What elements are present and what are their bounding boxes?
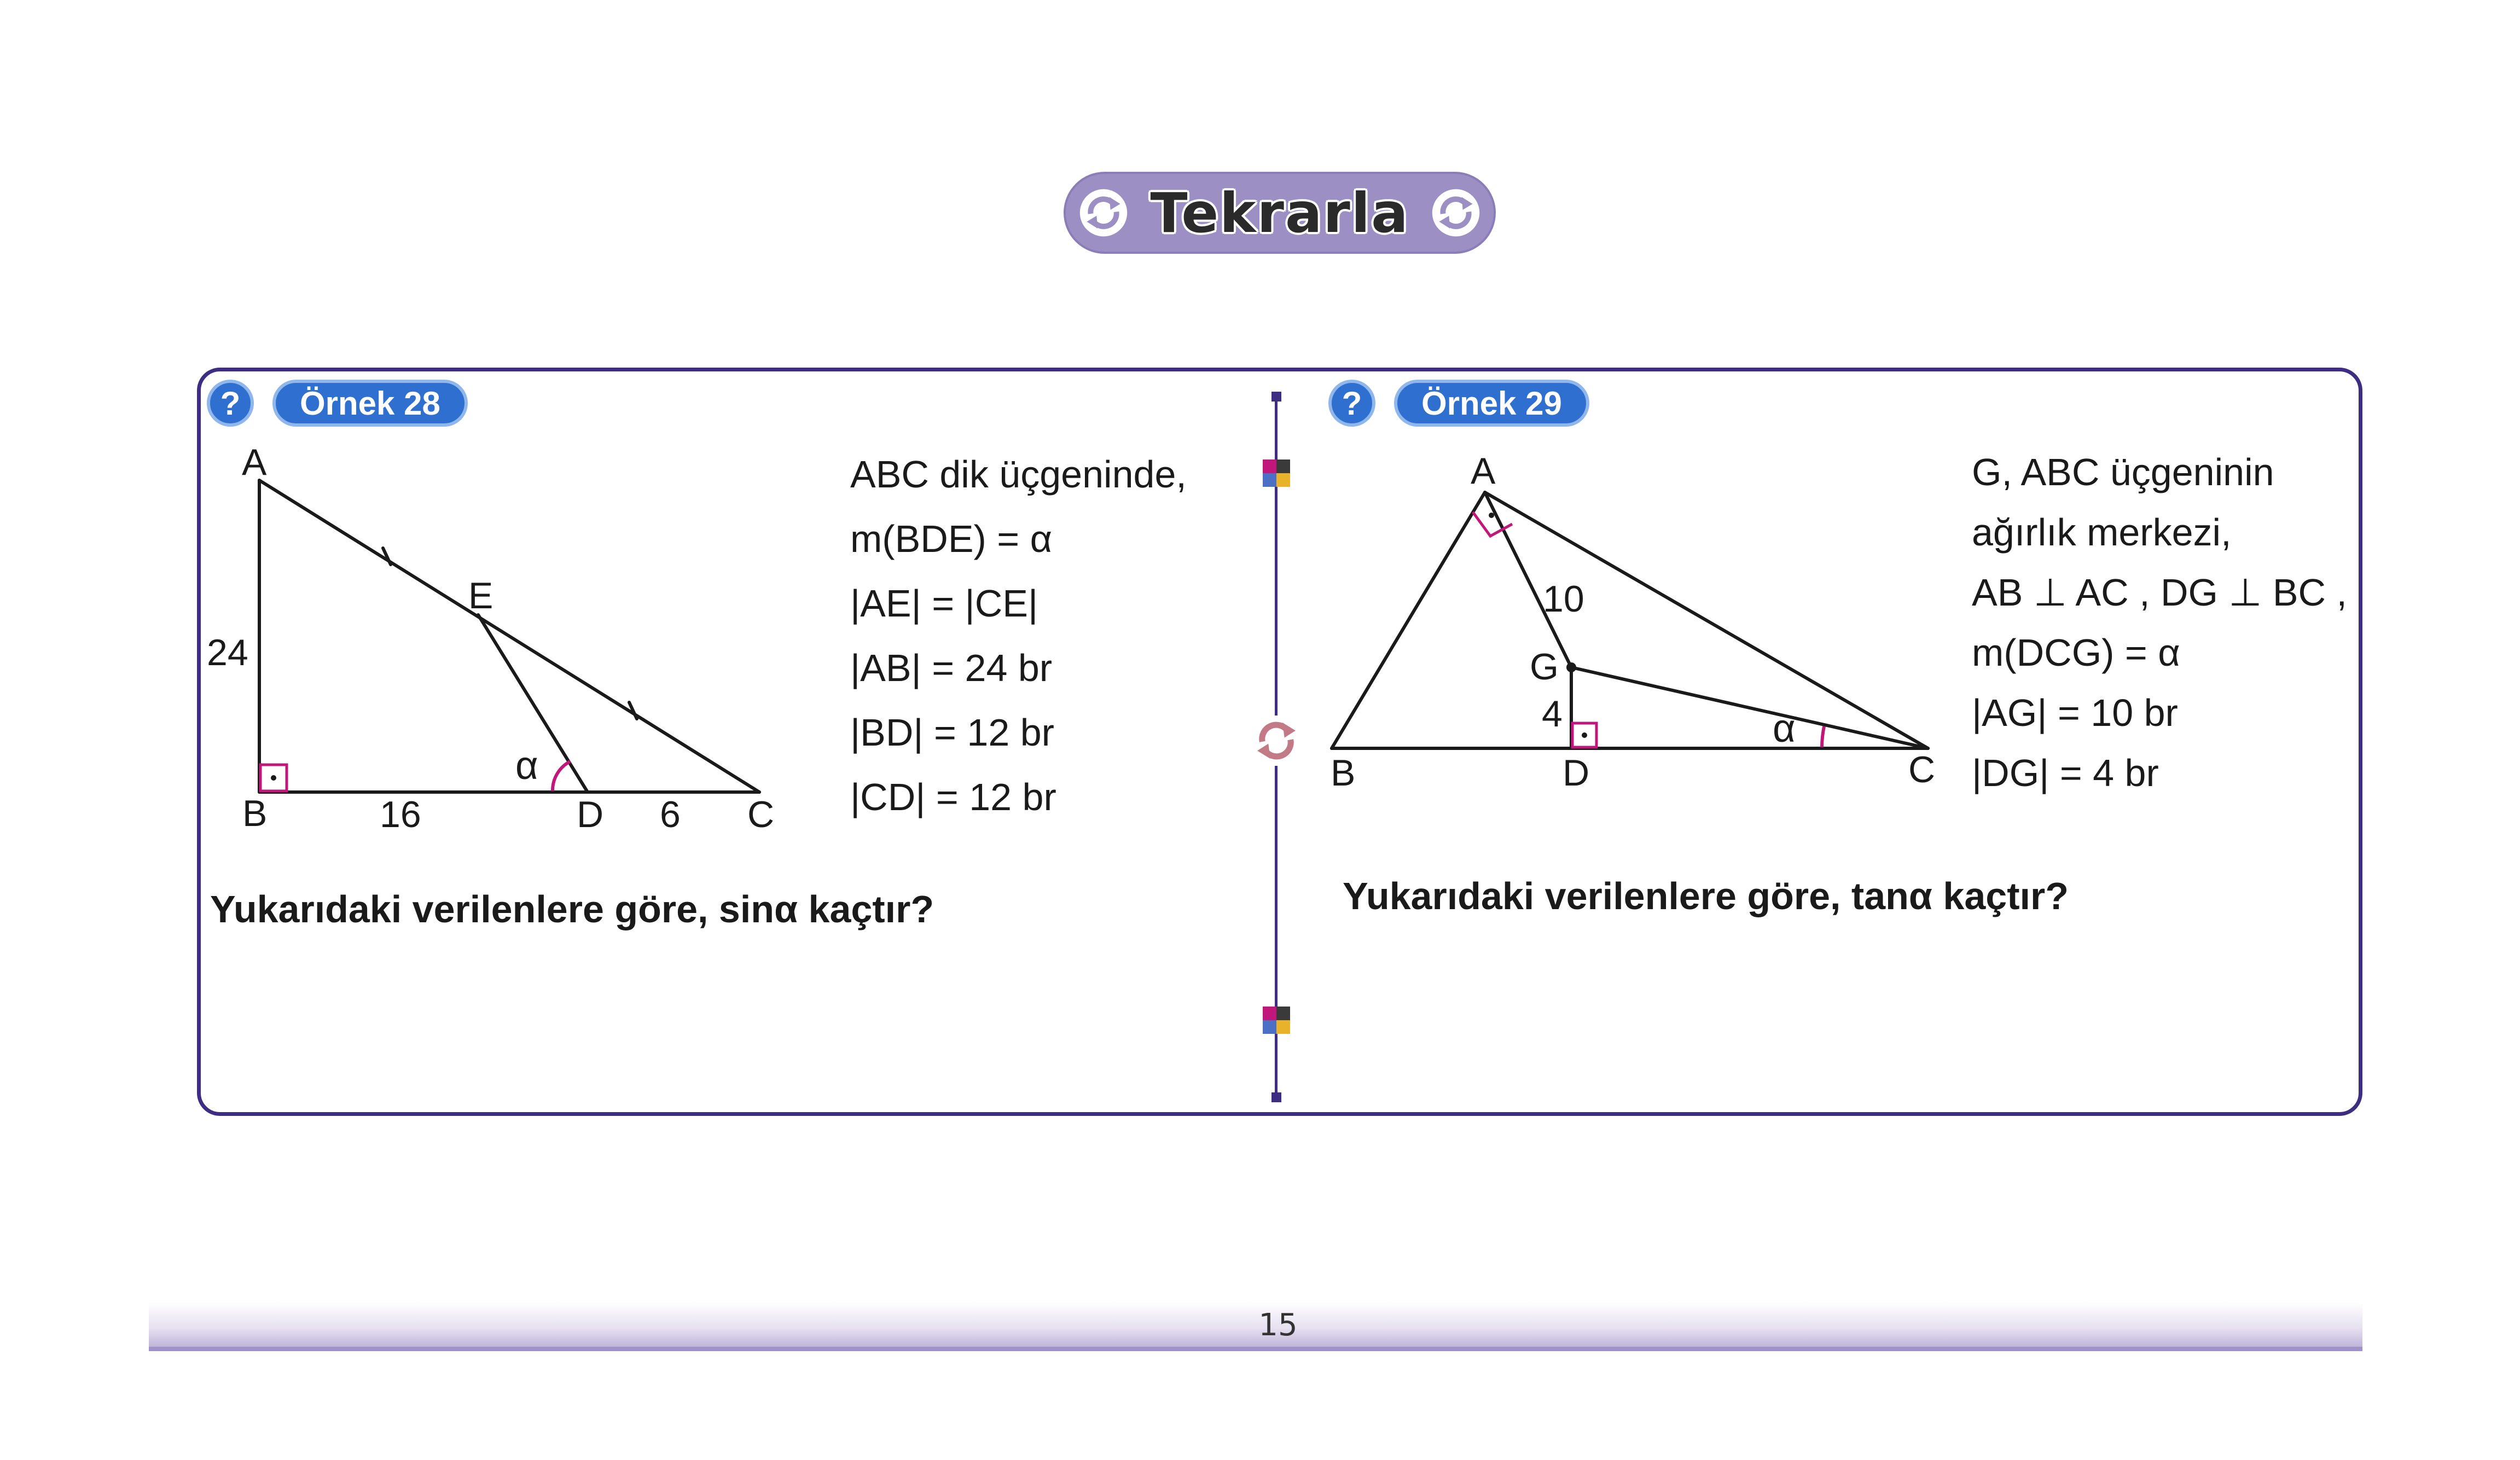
segment-DG-length: 4	[1542, 693, 1563, 735]
vertex-A-label: A	[1471, 450, 1496, 492]
segment-AG-length: 10	[1543, 578, 1584, 620]
vertex-C-label: C	[1908, 749, 1936, 790]
vertex-C-label: C	[747, 794, 775, 835]
example-28-figure	[197, 432, 799, 848]
vertex-A-label: A	[242, 441, 267, 483]
page-number: 15	[1258, 1307, 1298, 1343]
given-line: |AB| = 24 br	[850, 647, 1053, 689]
given-line: ağırlık merkezi,	[1972, 511, 2232, 554]
angle-alpha-label: α	[1773, 707, 1796, 751]
example-28-tag: Örnek 28	[272, 380, 468, 427]
given-line: AB ⊥ AC , DG ⊥ BC ,	[1972, 571, 2347, 614]
example-29-question: Yukarıdaki verilenlere göre, tanα kaçtır?	[1343, 875, 2069, 917]
given-line: |BD| = 12 br	[850, 711, 1054, 754]
given-line: m(BDE) = α	[850, 517, 1053, 560]
refresh-icon	[1079, 188, 1128, 237]
given-line: m(DCG) = α	[1972, 631, 2180, 674]
section-header-badge	[1064, 172, 1496, 254]
example-28-given-list	[850, 442, 1187, 829]
print-color-marks	[1263, 459, 1290, 487]
centroid-G-label: G	[1530, 646, 1559, 688]
vertex-E-label: E	[468, 575, 493, 616]
vertex-D-label: D	[1563, 752, 1590, 794]
angle-alpha-label: α	[515, 744, 538, 788]
example-29-figure	[1313, 432, 1970, 815]
vertex-B-label: B	[242, 793, 268, 834]
example-28-question: Yukarıdaki verilenlere göre, sinα kaçtır?	[210, 888, 934, 930]
divider-end-marker	[1271, 1092, 1281, 1102]
given-line: ABC dik üçgeninde,	[850, 453, 1187, 496]
section-title: Tekrarla	[1150, 181, 1409, 245]
print-color-marks	[1263, 1007, 1290, 1034]
segment-BD-length: 16	[380, 794, 421, 835]
given-line: |AG| = 10 br	[1972, 691, 2178, 734]
segment-DC-length: 6	[660, 794, 681, 835]
example-29-given-list	[1972, 442, 2347, 803]
segment-AB-length: 24	[207, 632, 248, 673]
example-29-tag: Örnek 29	[1394, 380, 1589, 427]
vertex-D-label: D	[577, 794, 604, 835]
given-line: |CD| = 12 br	[850, 776, 1056, 818]
given-line: |DG| = 4 br	[1972, 752, 2159, 794]
help-icon[interactable]: ?	[1328, 380, 1375, 427]
given-line: |AE| = |CE|	[850, 582, 1038, 625]
refresh-icon	[1251, 716, 1302, 766]
given-line: G, ABC üçgeninin	[1972, 451, 2274, 493]
divider-end-marker	[1271, 392, 1281, 402]
help-icon[interactable]: ?	[207, 380, 254, 427]
refresh-icon	[1431, 188, 1480, 237]
footer-rule	[149, 1347, 2362, 1351]
vertex-B-label: B	[1331, 752, 1356, 794]
